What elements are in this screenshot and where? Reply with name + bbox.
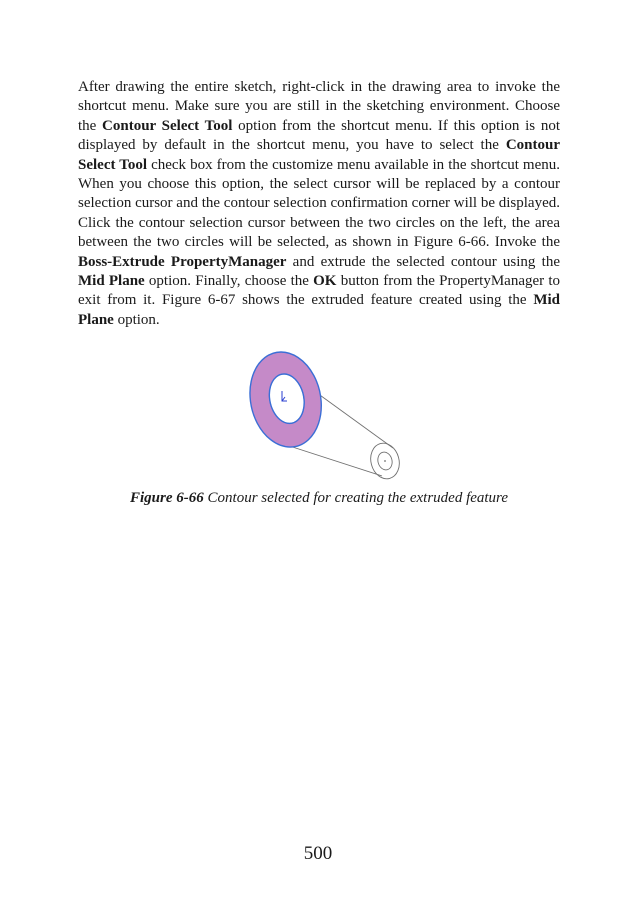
- figure-6-66: [236, 348, 406, 488]
- text-run: After drawing the entire sketch, right-click in the drawing area to invoke the shortcut menu. Make sure you are still in the sketching environment. Choose the: [78, 79, 560, 134]
- bold-term-contour-select-tool: Contour Select Tool: [78, 137, 560, 173]
- page-number: 500: [303, 843, 333, 864]
- small-center-point: [384, 460, 386, 462]
- bold-term-contour-select-tool: Contour Select Tool: [102, 117, 233, 134]
- body-paragraph: [78, 78, 560, 330]
- text-run: and extrude the selected contour using the: [286, 253, 560, 270]
- figure-caption: [78, 490, 560, 507]
- bold-term-boss-extrude-propertymanager: Boss-Extrude PropertyManager: [78, 253, 287, 270]
- bold-term-mid-plane: Mid Plane: [78, 273, 145, 290]
- caption-text: Contour selected for creating the extruded feature: [203, 490, 508, 506]
- bold-term-mid-plane: Mid Plane: [78, 292, 560, 328]
- text-run: check box from the customize menu available in the shortcut menu. When you choose this option, the select cursor will be replaced by a contour selection cursor and the contour selection confirmation corner will be displayed. Click the contour selection cursor between the two circles on the left, the area between the two circles will be selected, as shown in Figure 6-66. Invoke the: [78, 156, 560, 251]
- contour-sketch-illustration: [236, 348, 406, 488]
- text-run: option. Finally, choose the: [144, 273, 314, 290]
- text-run: option.: [113, 311, 160, 328]
- bold-term-ok: OK: [313, 273, 337, 290]
- selected-contour-region: [250, 352, 321, 447]
- text-run: button from the PropertyManager to exit from it. Figure 6-67 shows the extruded feature created using the: [78, 273, 561, 309]
- origin-marker-icon: [282, 391, 287, 401]
- text-run: option from the shortcut menu. If this option is not displayed by default in the shortcut menu, you have to select the: [78, 117, 560, 154]
- caption-label: Figure 6-66: [130, 490, 204, 506]
